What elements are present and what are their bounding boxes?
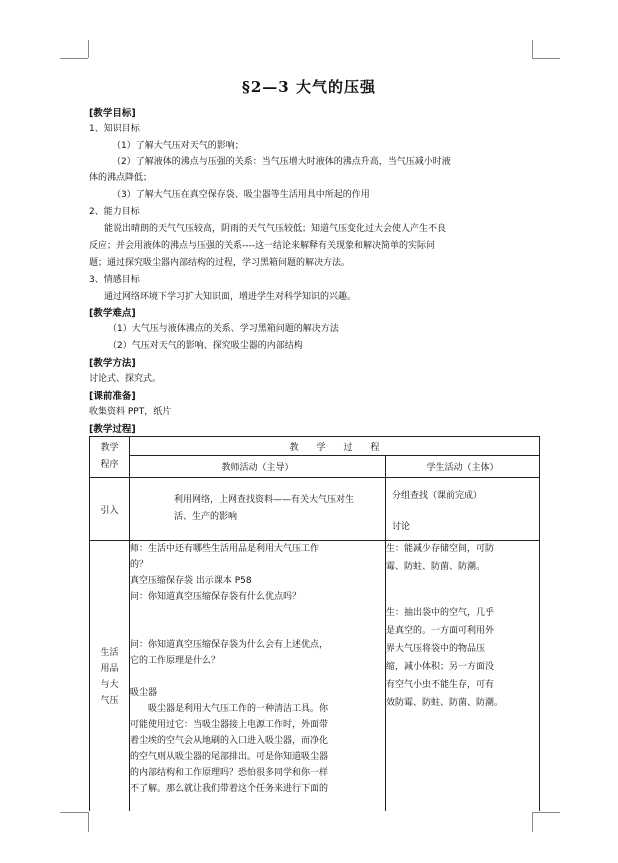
teacher-line: 的内部结构和工作原理吗？恐怕很多同学和你一样 xyxy=(130,768,329,778)
difficulty-item: （1）大气压与液体沸点的关系、学习黑箱问题的解决方法 xyxy=(108,324,339,334)
difficulty-heading: [教学难点] xyxy=(89,308,136,319)
knowledge-item: 体的沸点降低； xyxy=(89,173,153,183)
crop-mark-top-left-h xyxy=(60,58,88,59)
prep-text: 收集资料 PPT，纸片 xyxy=(89,407,172,417)
student-line: 效防霉、防蛀、防菌、防潮。 xyxy=(386,698,504,708)
teacher-line: 可能使用过它：当吸尘器接上电源工作时，外面带 xyxy=(130,720,329,730)
knowledge-heading: 1、知识目标 xyxy=(89,124,140,134)
student-header: 学生活动（主体） xyxy=(386,456,540,478)
col-header-program-text: 教学程序 xyxy=(100,443,119,470)
knowledge-item: （3）了解大气压在真空保存袋、吸尘器等生活用具中所起的作用 xyxy=(112,190,370,200)
student-line xyxy=(386,591,539,605)
crop-mark-top-right-v xyxy=(532,40,533,58)
student-line: 界大气压将袋中的物品压 xyxy=(386,644,486,654)
student-intro-line: 分组查找（课前完成） xyxy=(392,491,483,501)
teacher-line: 问：你知道真空压缩保存袋为什么会有上述优点， xyxy=(130,640,329,650)
process-heading: [教学过程] xyxy=(89,424,136,435)
teacher-line: 不了解。那么就让我们带着这个任务来进行下面的 xyxy=(130,784,329,794)
emotion-heading: 3、情感目标 xyxy=(89,275,140,285)
student-line xyxy=(386,577,539,591)
page-bottom-margin xyxy=(0,811,618,863)
student-line: 生：能减少存储空间，可防 xyxy=(386,544,495,554)
method-text: 讨论式、探究式。 xyxy=(89,374,162,384)
knowledge-item: （2）了解液体的沸点与压强的关系：当气压增大时液体的沸点升高，当气压减小时液 xyxy=(112,157,451,167)
emotion-line: 通过网络环境下学习扩大知识面，增进学生对科学知识的兴趣。 xyxy=(104,292,357,302)
difficulty-item: （2）气压对天气的影响、探究吸尘器的内部结构 xyxy=(108,341,303,351)
col-header-program xyxy=(90,437,130,478)
teacher-line: 的空气则从吸尘器的尾部排出。可是你知道吸尘器 xyxy=(130,752,329,762)
process-table xyxy=(89,436,540,813)
crop-mark-bottom-left-v xyxy=(88,812,89,832)
crop-mark-bottom-left-h xyxy=(60,812,88,813)
teacher-line: 师：生活中还有哪些生活用品是利用大气压工作 xyxy=(130,544,320,554)
teacher-intro-text: 利用网络，上网查找资料——有关大气压对生活、生产的影响 xyxy=(174,495,355,522)
teacher-line: 它的工作原理是什么？ xyxy=(130,656,221,666)
student-line: 是真空的。一方面可利用外 xyxy=(386,626,495,636)
crop-mark-bottom-right-h xyxy=(532,812,560,813)
teacher-line xyxy=(130,669,385,685)
stage-daily-items xyxy=(90,541,130,813)
stage-daily-items-text: 生活用品与大气压 xyxy=(100,647,119,706)
teacher-intro xyxy=(130,478,386,541)
teacher-line: 着尘埃的空气会从地刷的入口进入吸尘器，而净化 xyxy=(130,736,329,746)
goals-heading: [教学目标] xyxy=(89,108,136,119)
student-daily-items xyxy=(386,541,540,813)
crop-mark-bottom-right-v xyxy=(532,812,533,832)
teacher-header: 教师活动（主导） xyxy=(130,456,386,478)
teacher-line: 真空压缩保存袋 出示课本 P58 xyxy=(130,576,252,586)
knowledge-item: （1）了解大气压对天气的影响； xyxy=(112,141,244,151)
teacher-line xyxy=(130,621,385,637)
crop-mark-top-right-h xyxy=(532,58,560,59)
page-title: §2—3 大气的压强 xyxy=(242,78,376,96)
student-intro-line: 讨论 xyxy=(392,522,411,532)
ability-line: 反应；并会用液体的沸点与压强的关系----这一结论来解释有关现象和解决简单的实际问 xyxy=(89,241,435,251)
teacher-line: 吸尘器是利用大气压工作的一种清洁工具。你 xyxy=(130,704,329,714)
teacher-line: 问：你知道真空压缩保存袋有什么优点吗？ xyxy=(130,592,302,602)
method-heading: [教学方法] xyxy=(89,358,136,369)
ability-line: 题；通过探究吸尘器内部结构的过程，学习黑箱问题的解决方法。 xyxy=(89,258,351,268)
ability-line: 能说出晴朗的天气气压较高，阴雨的天气气压较低；知道气压变化过大会使人产生不良 xyxy=(104,224,447,234)
ability-heading: 2、能力目标 xyxy=(89,207,140,217)
process-header: 教 学 过 程 xyxy=(130,437,540,456)
stage-intro: 引入 xyxy=(90,478,130,541)
student-line: 缩，减小体积；另一方面没 xyxy=(386,662,495,672)
teacher-line: 的？ xyxy=(130,560,149,570)
student-line: 霉、防蛀、防菌、防潮。 xyxy=(386,562,486,572)
teacher-line: 吸尘器 xyxy=(130,688,158,698)
student-intro xyxy=(386,478,540,541)
teacher-daily-items xyxy=(130,541,386,813)
crop-mark-top-left-v xyxy=(88,40,89,58)
prep-heading: [课前准备] xyxy=(89,391,136,402)
student-line: 生：抽出袋中的空气，几乎 xyxy=(386,608,495,618)
teacher-line xyxy=(130,605,385,621)
student-line: 有空气小虫不能生存，可有 xyxy=(386,680,495,690)
